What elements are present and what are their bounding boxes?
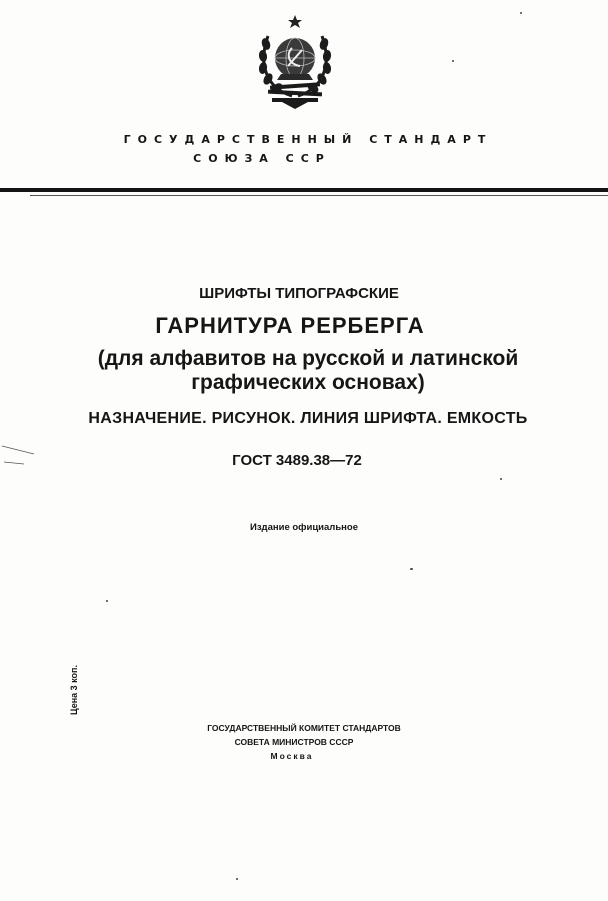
scan-speck <box>410 568 413 570</box>
document-title: ГАРНИТУРА РЕРБЕРГА <box>155 313 425 338</box>
price-label: Цена 3 коп. <box>69 665 79 715</box>
scan-speck <box>106 600 108 602</box>
scan-speck <box>452 60 454 62</box>
edition-note: Издание официальное <box>250 522 358 533</box>
header-union-ussr: СОЮЗА ССР <box>193 152 331 165</box>
document-scope-line1: (для алфавитов на русской и латинской <box>97 347 519 370</box>
gost-number: ГОСТ 3489.38—72 <box>232 452 362 469</box>
scan-speck <box>520 12 522 14</box>
document-subtitle: ШРИФТЫ ТИПОГРАФСКИЕ <box>199 285 399 302</box>
header-divider-thick <box>0 188 608 192</box>
publisher-line1: ГОСУДАРСТВЕННЫЙ КОМИТЕТ СТАНДАРТОВ <box>207 723 401 733</box>
document-purpose: НАЗНАЧЕНИЕ. РИСУНОК. ЛИНИЯ ШРИФТА. ЕМКОСТЬ <box>88 410 528 427</box>
scan-speck <box>500 478 502 480</box>
scan-artifact <box>0 440 40 470</box>
document-scope-line2: графических основах) <box>191 371 425 394</box>
header-state-standard: ГОСУДАРСТВЕННЫЙ СТАНДАРТ <box>123 133 493 146</box>
scan-speck <box>236 878 238 880</box>
header-divider-thin <box>30 195 608 196</box>
ussr-coat-of-arms-icon <box>252 14 338 110</box>
publisher-line2: СОВЕТА МИНИСТРОВ СССР <box>234 737 354 747</box>
publisher-city: Москва <box>270 751 314 761</box>
